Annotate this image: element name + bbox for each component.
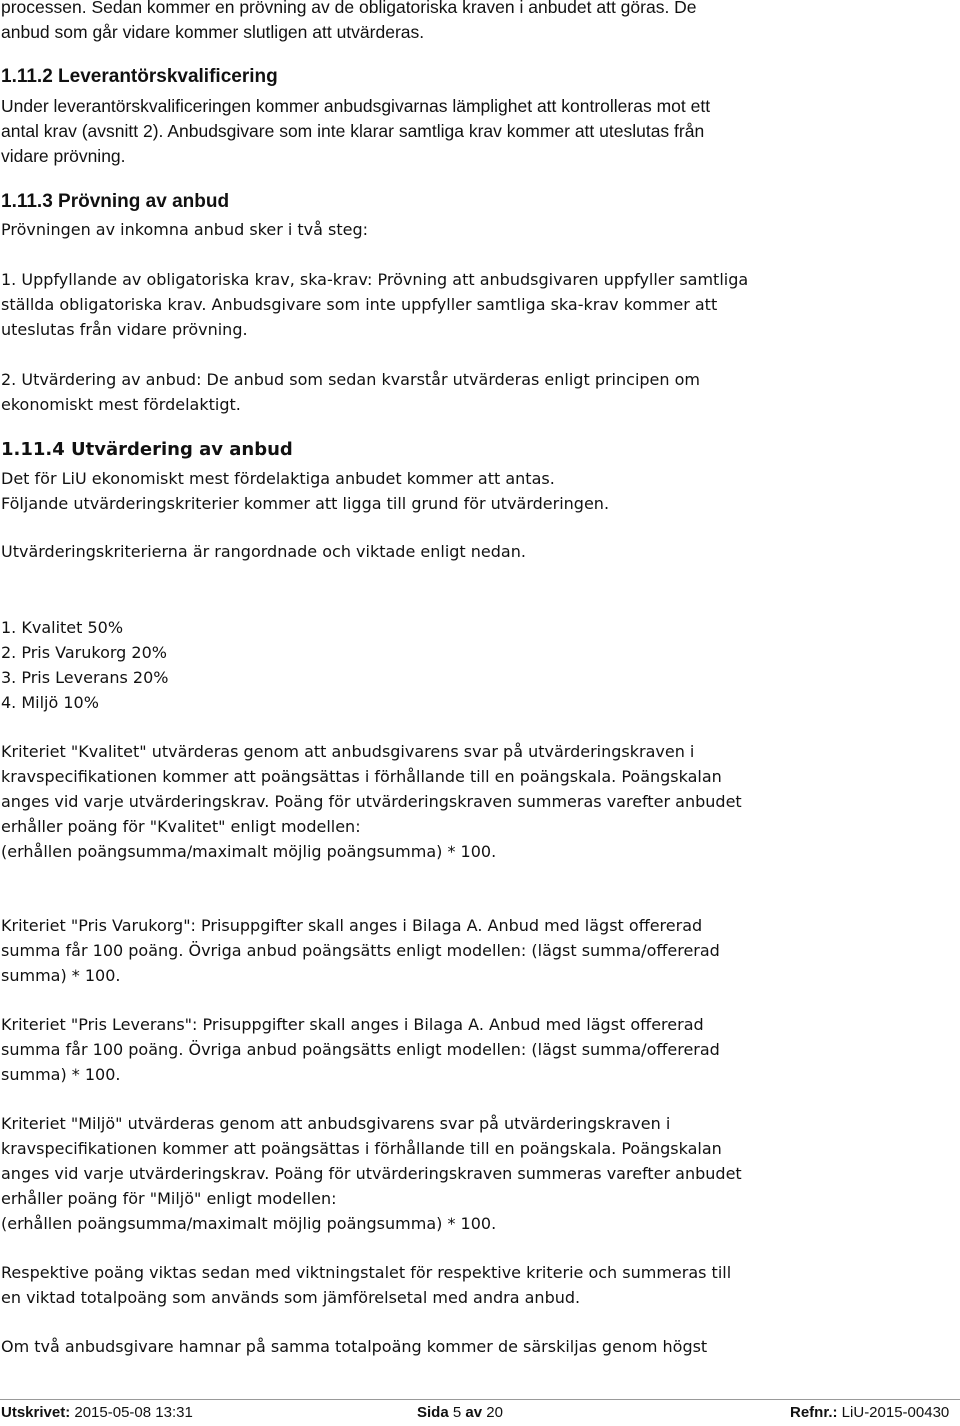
footer-page-total: 20 xyxy=(486,1404,503,1421)
miljo-line: Kriteriet "Miljö" utvärderas genom att anbudsgivarens svar på utvärderingskraven i xyxy=(1,1114,671,1133)
paragraph-line: Utvärderingskriterierna är rangordnade och viktade enligt nedan. xyxy=(1,542,526,561)
step-line: ekonomiskt mest fördelaktigt. xyxy=(1,395,241,414)
kvalitet-line: kravspecifikationen kommer att poängsättas i förhållande till en poängskala. Poängskalan xyxy=(1,767,722,786)
page-footer xyxy=(0,1404,960,1426)
step-line: ställda obligatoriska krav. Anbudsgivare som inte uppfyller samtliga ska-krav kommer att xyxy=(1,295,718,314)
leverans-line: Kriteriet "Pris Leverans": Prisuppgifter skall anges i Bilaga A. Anbud med lägst offererad xyxy=(1,1015,704,1034)
miljo-line: (erhållen poängsumma/maximalt möjlig poängsumma) * 100. xyxy=(1,1214,497,1233)
criteria-item: 4. Miljö 10% xyxy=(1,693,99,712)
varukorg-line: Kriteriet "Pris Varukorg": Prisuppgifter skall anges i Bilaga A. Anbud med lägst offererad xyxy=(1,916,703,935)
footer-page-of: av xyxy=(465,1404,483,1421)
criteria-item: 2. Pris Varukorg 20% xyxy=(1,643,167,662)
leverans-line: summa får 100 poäng. Övriga anbud poängsätts enligt modellen: (lägst summa/offererad xyxy=(1,1040,720,1059)
varukorg-line: summa får 100 poäng. Övriga anbud poängsätts enligt modellen: (lägst summa/offererad xyxy=(1,941,720,960)
footer-ref-label: Refnr.: xyxy=(790,1404,838,1421)
footer-printed-value: 2015-05-08 13:31 xyxy=(70,1404,193,1421)
kvalitet-line: anges vid varje utvärderingskrav. Poäng för utvärderingskraven summeras varefter anbudet xyxy=(1,792,742,811)
step-line: 1. Uppfyllande av obligatoriska krav, ska-krav: Prövning att anbudsgivaren uppfyller samtliga xyxy=(1,270,749,289)
step-line: uteslutas från vidare prövning. xyxy=(1,320,248,339)
paragraph-line: antal krav (avsnitt 2). Anbudsgivare som inte klarar samtliga krav kommer att uteslutas från xyxy=(1,121,705,141)
leverans-line: summa) * 100. xyxy=(1,1065,121,1084)
miljo-line: erhåller poäng för "Miljö" enligt modellen: xyxy=(1,1189,337,1208)
footer-reference xyxy=(790,1404,949,1421)
footer-ref-value: LiU-2015-00430 xyxy=(837,1404,950,1421)
paragraph-line: Följande utvärderingskriterier kommer att ligga till grund för utvärderingen. xyxy=(1,494,610,513)
intro-line: processen. Sedan kommer en prövning av de obligatoriska kraven i anbudet att göras. De xyxy=(1,0,697,17)
footer-printed xyxy=(1,1404,193,1421)
varukorg-line: summa) * 100. xyxy=(1,966,121,985)
footer-page-number xyxy=(417,1404,503,1421)
weighting-line: Respektive poäng viktas sedan med viktningstalet för respektive kriterie och summeras till xyxy=(1,1263,732,1282)
criteria-item: 1. Kvalitet 50% xyxy=(1,618,124,637)
paragraph-line: Prövningen av inkomna anbud sker i två steg: xyxy=(1,220,369,239)
kvalitet-line: (erhållen poängsumma/maximalt möjlig poängsumma) * 100. xyxy=(1,842,497,861)
section-heading-leverantorskvalificering: 1.11.2 Leverantörskvalificering xyxy=(1,66,278,87)
miljo-line: anges vid varje utvärderingskrav. Poäng för utvärderingskraven summeras varefter anbudet xyxy=(1,1164,742,1183)
paragraph-line: Under leverantörskvalificeringen kommer anbudsgivarnas lämplighet att kontrolleras mot ett xyxy=(1,96,711,116)
kvalitet-line: erhåller poäng för "Kvalitet" enligt modellen: xyxy=(1,817,361,836)
footer-page-label: Sida xyxy=(417,1404,449,1421)
footer-page-current: 5 xyxy=(452,1404,462,1421)
tie-break-line: Om två anbudsgivare hamnar på samma totalpoäng kommer de särskiljas genom högst xyxy=(1,1337,708,1356)
section-heading-provning: 1.11.3 Prövning av anbud xyxy=(1,191,230,212)
paragraph-line: vidare prövning. xyxy=(1,146,126,166)
weighting-line: en viktad totalpoäng som används som jämförelsetal med andra anbud. xyxy=(1,1288,581,1307)
footer-divider xyxy=(0,1399,960,1400)
intro-line: anbud som går vidare kommer slutligen att utvärderas. xyxy=(1,22,425,42)
step-line: 2. Utvärdering av anbud: De anbud som sedan kvarstår utvärderas enligt principen om xyxy=(1,370,700,389)
miljo-line: kravspecifikationen kommer att poängsättas i förhållande till en poängskala. Poängskalan xyxy=(1,1139,722,1158)
section-heading-utvardering: 1.11.4 Utvärdering av anbud xyxy=(1,439,293,460)
footer-printed-label: Utskrivet: xyxy=(1,1404,71,1421)
kvalitet-line: Kriteriet "Kvalitet" utvärderas genom att anbudsgivarens svar på utvärderingskraven i xyxy=(1,742,695,761)
criteria-item: 3. Pris Leverans 20% xyxy=(1,668,169,687)
paragraph-line: Det för LiU ekonomiskt mest fördelaktiga anbudet kommer att antas. xyxy=(1,469,555,488)
